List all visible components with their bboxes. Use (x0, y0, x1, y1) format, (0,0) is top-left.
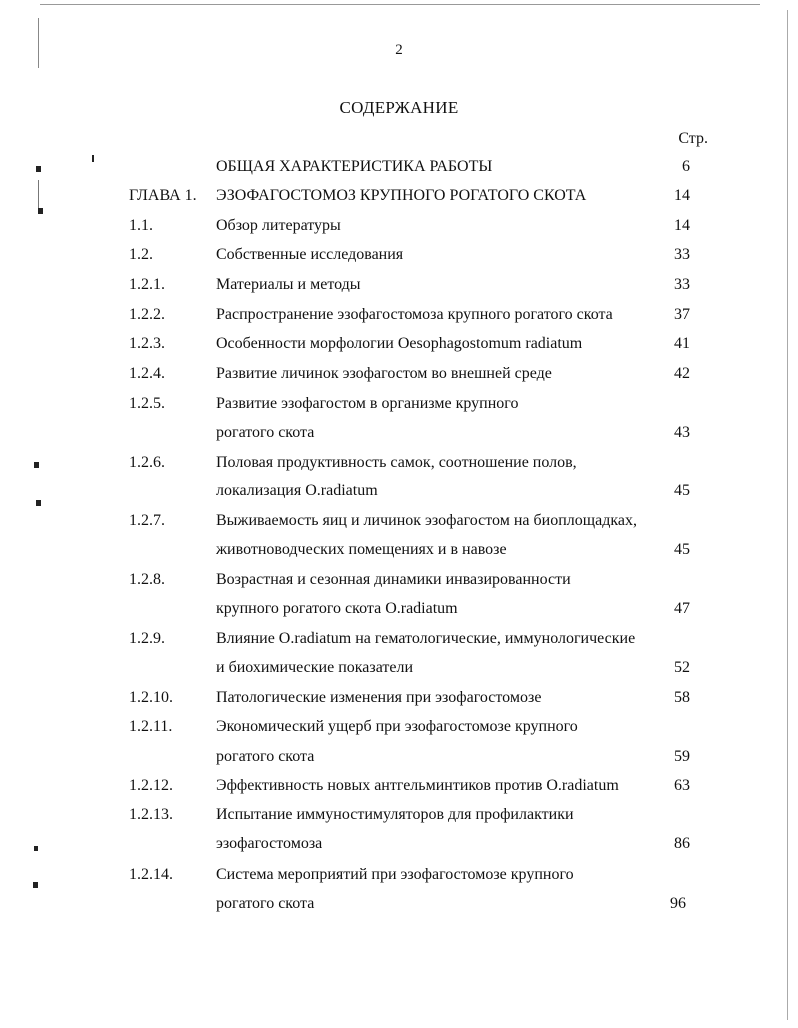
toc-text: Эффективность новых антгельминтиков против O.radiatum (216, 777, 619, 794)
page-column-label: Стр. (678, 130, 708, 147)
toc-row (0, 187, 798, 213)
toc-row (0, 748, 798, 774)
page-title: СОДЕРЖАНИЕ (339, 98, 459, 117)
toc-row (0, 600, 798, 626)
toc-text: ЭЗОФАГОСТОМОЗ КРУПНОГО РОГАТОГО СКОТА (216, 187, 587, 204)
toc-text: рогатого скота (216, 895, 315, 912)
toc-row (0, 630, 798, 656)
toc-row (0, 718, 798, 744)
toc-text: рогатого скота (216, 424, 315, 441)
toc-text: Обзор литературы (216, 217, 341, 234)
toc-text: Развитие эзофагостом в организме крупного (216, 395, 519, 412)
toc-page: 42 (674, 365, 690, 382)
toc-row (0, 482, 798, 508)
toc-text: Экономический ущерб при эзофагостомозе крупного (216, 718, 578, 735)
toc-page: 63 (674, 777, 690, 794)
toc-row (0, 659, 798, 685)
toc-page: 96 (670, 895, 686, 912)
toc-row (0, 454, 798, 480)
toc-page: 14 (674, 187, 690, 204)
toc-row (0, 335, 798, 361)
toc-page: 14 (674, 217, 690, 234)
toc-row (0, 395, 798, 421)
toc-row (0, 276, 798, 302)
toc-row (0, 835, 798, 861)
toc-number: 1.2.11. (129, 718, 173, 735)
toc-number: 1.2.10. (129, 689, 173, 706)
toc-text: Возрастная и сезонная динамики инвазированности (216, 571, 571, 588)
toc-page: 43 (674, 424, 690, 441)
toc-number: ГЛАВА 1. (129, 187, 197, 204)
toc-page: 52 (674, 659, 690, 676)
toc-number: 1.2.3. (129, 335, 165, 352)
toc-number: 1.2.9. (129, 630, 165, 647)
toc-page: 59 (674, 748, 690, 765)
toc-text: и биохимические показатели (216, 659, 414, 676)
toc-row (0, 158, 798, 184)
toc-text: Выживаемость яиц и личинок эзофагостом на биоплощадках, (216, 512, 637, 529)
toc-row (0, 689, 798, 715)
toc-page: 86 (674, 835, 690, 852)
toc-row (0, 866, 798, 892)
toc-number: 1.2.5. (129, 395, 165, 412)
toc-number: 1.1. (129, 217, 153, 234)
toc-number: 1.2. (129, 246, 153, 263)
toc-text: животноводческих помещениях и в навозе (216, 541, 507, 558)
toc-row (0, 512, 798, 538)
toc-number: 1.2.1. (129, 276, 165, 293)
toc-text: Материалы и методы (216, 276, 361, 293)
toc-number: 1.2.14. (129, 866, 173, 883)
toc-number: 1.2.8. (129, 571, 165, 588)
toc-number: 1.2.2. (129, 306, 165, 323)
scan-border-top (40, 4, 760, 5)
toc-text: Влияние O.radiatum на гематологические, иммунологические (216, 630, 636, 647)
toc-text: Половая продуктивность самок, соотношение полов, (216, 454, 577, 471)
toc-number: 1.2.4. (129, 365, 165, 382)
toc-page: 41 (674, 335, 690, 352)
toc-row (0, 895, 798, 921)
toc-text: рогатого скота (216, 748, 315, 765)
toc-number: 1.2.12. (129, 777, 173, 794)
toc-text: Патологические изменения при эзофагостомозе (216, 689, 542, 706)
toc-row (0, 806, 798, 832)
toc-page: 33 (674, 276, 690, 293)
toc-page: 47 (674, 600, 690, 617)
toc-number: 1.2.7. (129, 512, 165, 529)
toc-row (0, 424, 798, 450)
toc-row (0, 217, 798, 243)
toc-number: 1.2.13. (129, 806, 173, 823)
toc-page: 6 (682, 158, 690, 175)
toc-page: 33 (674, 246, 690, 263)
toc-row (0, 306, 798, 332)
toc-text: Испытание иммуностимуляторов для профилактики (216, 806, 574, 823)
toc-page: 37 (674, 306, 690, 323)
toc-text: Система мероприятий при эзофагостомозе крупного (216, 866, 574, 883)
toc-text: эзофагостомоза (216, 835, 323, 852)
toc-page: 58 (674, 689, 690, 706)
toc-row (0, 365, 798, 391)
toc-text: ОБЩАЯ ХАРАКТЕРИСТИКА РАБОТЫ (216, 158, 493, 175)
toc-text: Собственные исследования (216, 246, 404, 263)
toc-page: 45 (674, 541, 690, 558)
toc-row (0, 571, 798, 597)
toc-row (0, 777, 798, 803)
toc-page: 45 (674, 482, 690, 499)
toc-row (0, 246, 798, 272)
toc-text: Развитие личинок эзофагостом во внешней среде (216, 365, 552, 382)
toc-text: крупного рогатого скота O.radiatum (216, 600, 458, 617)
toc-text: Особенности морфологии Oesophagostomum radiatum (216, 335, 583, 352)
toc-text: локализация O.radiatum (216, 482, 378, 499)
toc-text: Распространение эзофагостомоза крупного рогатого скота (216, 306, 613, 323)
page-number: 2 (395, 42, 403, 58)
toc-row (0, 541, 798, 567)
toc-number: 1.2.6. (129, 454, 165, 471)
